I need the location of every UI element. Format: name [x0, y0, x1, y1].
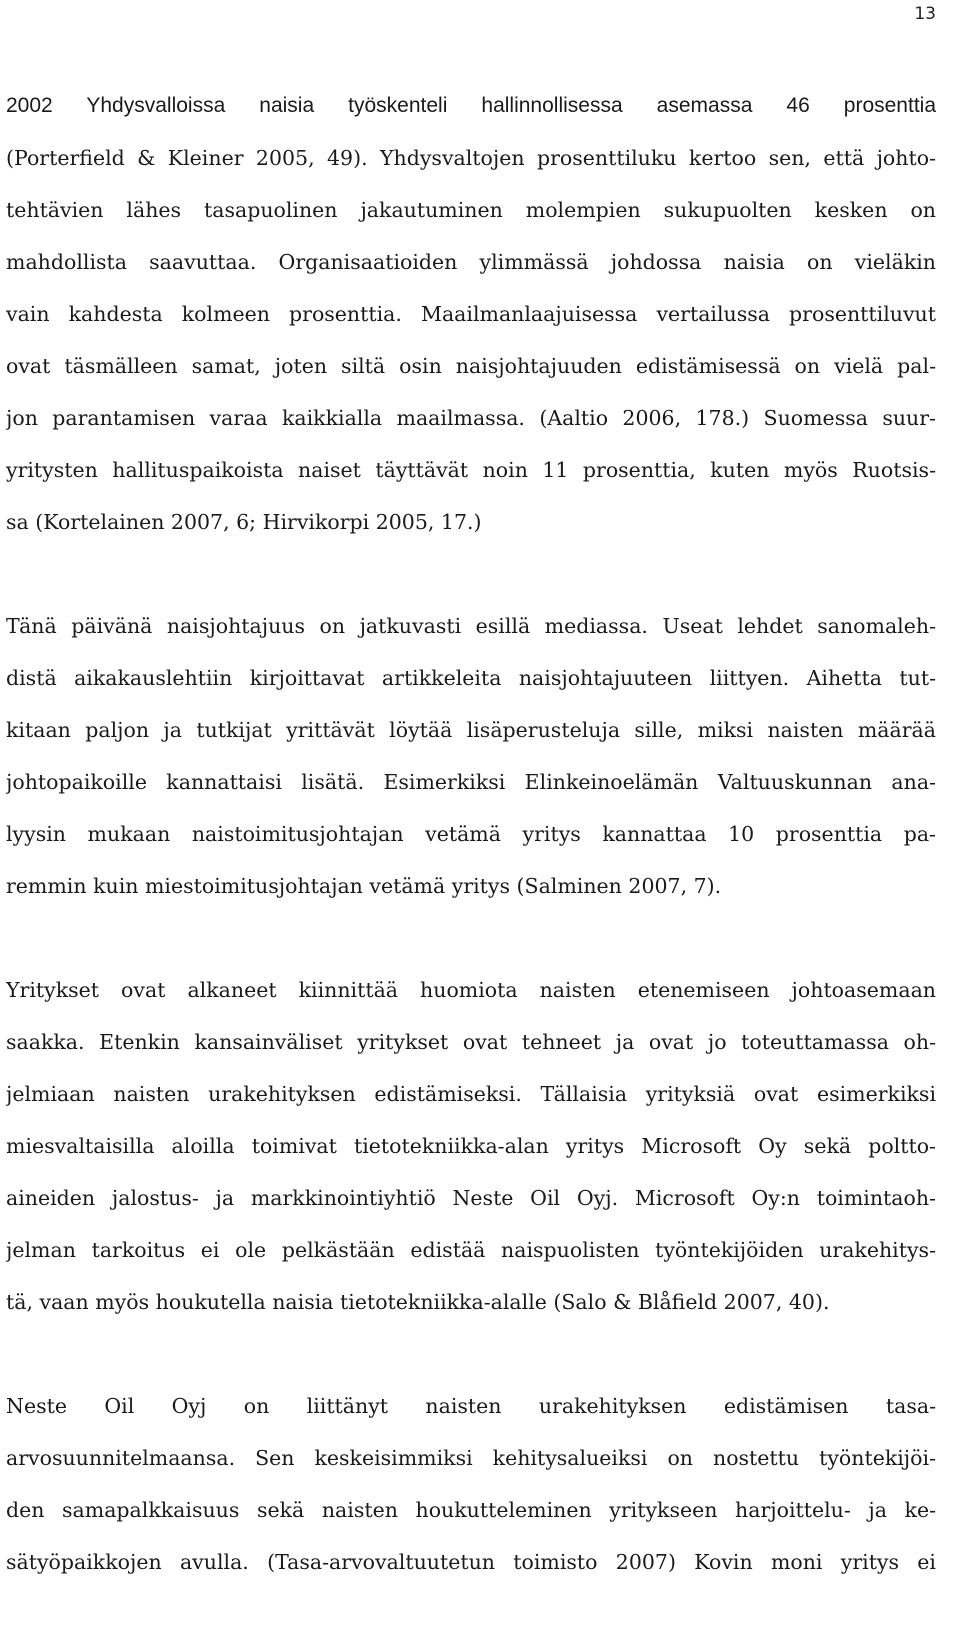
text-line: mahdollista saavuttaa. Organisaatioiden ylimmässä johdossa naisia on vieläkin — [6, 250, 936, 274]
paragraph-3 — [6, 964, 936, 1328]
text-line: remmin kuin miestoimitusjohtajan vetämä yritys (Salminen 2007, 7). — [6, 874, 722, 898]
text-line: jelmiaan naisten urakehityksen edistämiseksi. Tällaisia yrityksiä ovat esimerkiksi — [6, 1082, 936, 1106]
text-line: distä aikakauslehtiin kirjoittavat artikkeleita naisjohtajuuteen liittyen. Aihetta tut- — [6, 666, 936, 690]
text-line: Neste Oil Oyj on liittänyt naisten urakehityksen edistämisen tasa- — [6, 1394, 936, 1418]
text-line: den samapalkkaisuus sekä naisten houkutteleminen yritykseen harjoittelu- ja ke- — [6, 1498, 936, 1522]
text-line: 2002 Yhdysvalloissa naisia työskenteli hallinnollisessa asemassa 46 prosenttia — [6, 94, 936, 117]
text-line: (Porterfield & Kleiner 2005, 49). Yhdysvaltojen prosenttiluku kertoo sen, että johto- — [6, 146, 936, 170]
text-line: sätyöpaikkojen avulla. (Tasa-arvovaltuutetun toimisto 2007) Kovin moni yritys ei — [6, 1550, 936, 1574]
paragraph-1 — [6, 80, 936, 548]
paragraph-4 — [6, 1380, 936, 1588]
body-text — [6, 80, 936, 1640]
text-line: jelman tarkoitus ei ole pelkästään edistää naispuolisten työntekijöiden urakehitys- — [6, 1238, 936, 1262]
paragraph-2 — [6, 600, 936, 912]
text-line: yritysten hallituspaikoista naiset täyttävät noin 11 prosenttia, kuten myös Ruotsis- — [6, 458, 936, 482]
text-line: Tänä päivänä naisjohtajuus on jatkuvasti esillä mediassa. Useat lehdet sanomaleh- — [6, 614, 936, 638]
text-line: vain kahdesta kolmeen prosenttia. Maailmanlaajuisessa vertailussa prosenttiluvut — [6, 302, 936, 326]
text-line: saakka. Etenkin kansainväliset yritykset ovat tehneet ja ovat jo toteuttamassa oh- — [6, 1030, 936, 1054]
text-line: miesvaltaisilla aloilla toimivat tietotekniikka-alan yritys Microsoft Oy sekä poltto- — [6, 1134, 936, 1158]
text-line: ovat täsmälleen samat, joten siltä osin naisjohtajuuden edistämisessä on vielä pal- — [6, 354, 936, 378]
text-line: aineiden jalostus- ja markkinointiyhtiö Neste Oil Oyj. Microsoft Oy:n toimintaoh- — [6, 1186, 936, 1210]
text-line: johtopaikoille kannattaisi lisätä. Esimerkiksi Elinkeinoelämän Valtuuskunnan ana- — [6, 770, 936, 794]
text-line: jon parantamisen varaa kaikkialla maailmassa. (Aaltio 2006, 178.) Suomessa suur- — [6, 406, 936, 430]
text-line: kitaan paljon ja tutkijat yrittävät löytää lisäperusteluja sille, miksi naisten määrää — [6, 718, 936, 742]
text-line: arvosuunnitelmaansa. Sen keskeisimmiksi kehitysalueiksi on nostettu työntekijöi- — [6, 1446, 936, 1470]
page-number: 13 — [914, 4, 936, 24]
text-line: tehtävien lähes tasapuolinen jakautuminen molempien sukupuolten kesken on — [6, 198, 936, 222]
text-line: lyysin mukaan naistoimitusjohtajan vetämä yritys kannattaa 10 prosenttia pa- — [6, 822, 936, 846]
text-line: Yritykset ovat alkaneet kiinnittää huomiota naisten etenemiseen johtoasemaan — [6, 978, 936, 1002]
text-line: tä, vaan myös houkutella naisia tietotekniikka-alalle (Salo & Blåfield 2007, 40). — [6, 1290, 830, 1314]
text-line: sa (Kortelainen 2007, 6; Hirvikorpi 2005, 17.) — [6, 510, 482, 534]
